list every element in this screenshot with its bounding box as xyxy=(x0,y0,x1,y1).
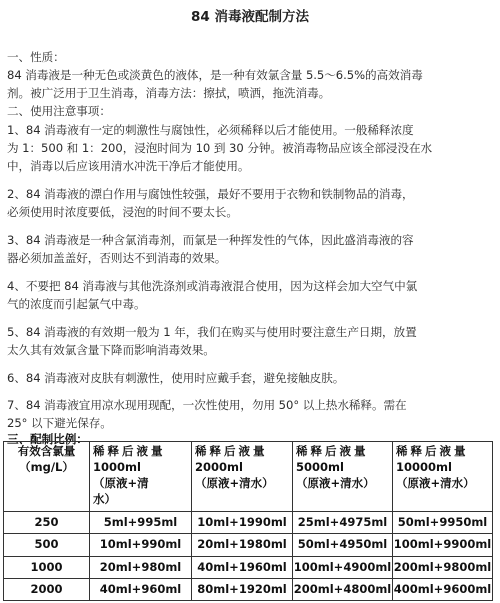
paragraph-line: 2、84 消毒液的漂白作用与腐蚀性较强，最好不要用于衣物和铁制物品的消毒， xyxy=(7,187,414,201)
column-header-chlorine: 有效含氯量 （mg/L） xyxy=(4,442,90,512)
table-row xyxy=(4,578,493,600)
table-cell: 100ml+9900ml xyxy=(393,534,493,556)
table-cell: 200ml+4800ml xyxy=(293,578,393,600)
section-heading-properties: 一、性质： xyxy=(7,50,65,64)
column-header-5000ml: 稀释后液量 5000ml （原液+清水） xyxy=(293,442,393,512)
table-cell: 10ml+990ml xyxy=(90,534,192,556)
table-cell: 40ml+960ml xyxy=(90,578,192,600)
paragraph-line: 7、84 消毒液宜用凉水现用现配，一次性使用，勿用 50° 以上热水稀释。需在 xyxy=(7,398,407,412)
table-row xyxy=(4,512,493,534)
table-cell: 5ml+995ml xyxy=(90,512,192,534)
table-cell: 20ml+1980ml xyxy=(192,534,293,556)
document-title: 84 消毒液配制方法 xyxy=(191,9,309,25)
paragraph-line: 中，消毒以后应该用清水冲洗干净后才能使用。 xyxy=(7,159,250,173)
table-cell: 500 xyxy=(4,534,90,556)
paragraph-line: 必须使用时浓度要低，浸泡的时间不要太长。 xyxy=(7,205,238,219)
table-cell: 25ml+4975ml xyxy=(293,512,393,534)
table-cell: 10ml+1990ml xyxy=(192,512,293,534)
paragraph-line: 1、84 消毒液有一定的刺激性与腐蚀性，必须稀释以后才能使用。一般稀释浓度 xyxy=(7,123,414,137)
paragraph-line: 4、不要把 84 消毒液与其他洗涤剂或消毒液混合使用，因为这样会加大空气中氯 xyxy=(7,279,418,293)
table-cell: 20ml+980ml xyxy=(90,556,192,578)
column-header-2000ml: 稀释后液量 2000ml （原液+清水） xyxy=(192,442,293,512)
table-cell: 1000 xyxy=(4,556,90,578)
paragraph-line: 为 1：500 和 1：200，浸泡时间为 10 到 30 分钟。被消毒物品应该全部浸没在水 xyxy=(7,141,433,155)
section-heading-precautions: 二、使用注意事项： xyxy=(7,104,111,118)
paragraph-line: 5、84 消毒液的有效期一般为 1 年，我们在购买与使用时要注意生产日期，放置 xyxy=(7,325,417,339)
table-cell: 400ml+9600ml xyxy=(393,578,493,600)
table-cell: 40ml+1960ml xyxy=(192,556,293,578)
column-header-1000ml: 稀释后液量 1000ml （原液+清 水） xyxy=(90,442,192,512)
table-cell: 100ml+4900ml xyxy=(293,556,393,578)
paragraph-line: 器必须加盖盖好，否则达不到消毒的效果。 xyxy=(7,251,227,265)
paragraph-line: 3、84 消毒液是一种含氯消毒剂，而氯是一种挥发性的气体，因此盛消毒液的容 xyxy=(7,233,414,247)
paragraph-line: 太久其有效氯含量下降而影响消毒效果。 xyxy=(7,343,215,357)
paragraph-line: 25° 以下避光保存。 xyxy=(7,416,112,430)
table-cell: 50ml+4950ml xyxy=(293,534,393,556)
table-cell: 200ml+9800ml xyxy=(393,556,493,578)
table-row xyxy=(4,556,493,578)
paragraph-line: 6、84 消毒液对皮肤有刺激性，使用时应戴手套，避免接触皮肤。 xyxy=(7,371,345,385)
table-cell: 80ml+1920ml xyxy=(192,578,293,600)
paragraph-line: 84 消毒液是一种无色或淡黄色的液体，是一种有效氯含量 5.5～6.5%的高效消毒 xyxy=(7,68,423,82)
paragraph-line: 剂。被广泛用于卫生消毒，消毒方法：擦拭，喷洒，拖洗消毒。 xyxy=(7,86,331,100)
column-header-10000ml: 稀释后液量 10000ml （原液+清水） xyxy=(393,442,493,512)
section-heading-ratio: 三、配制比例： xyxy=(7,432,88,446)
table-row xyxy=(4,534,493,556)
table-cell: 50ml+9950ml xyxy=(393,512,493,534)
table-cell: 2000 xyxy=(4,578,90,600)
table-cell: 250 xyxy=(4,512,90,534)
dilution-ratio-table xyxy=(3,441,493,601)
table-header-row xyxy=(4,442,493,512)
paragraph-line: 气的浓度而引起氯气中毒。 xyxy=(7,297,146,311)
